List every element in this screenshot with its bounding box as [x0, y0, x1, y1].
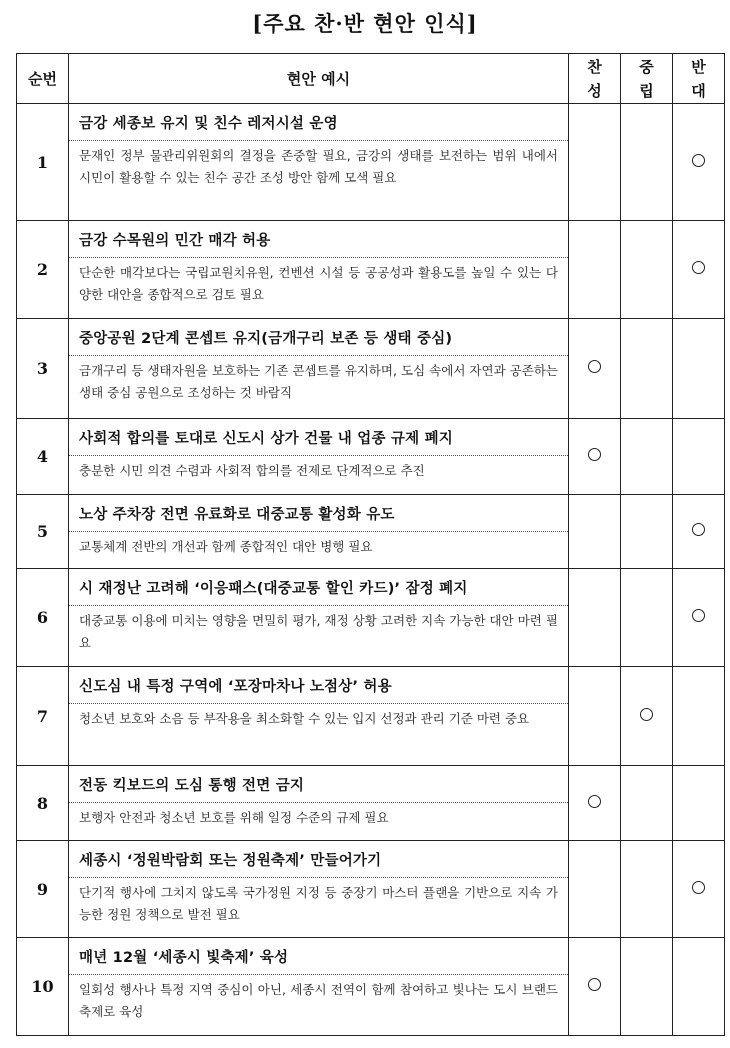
vote-neutral-cell — [621, 569, 673, 667]
table-row — [17, 841, 725, 938]
table-row — [17, 104, 725, 221]
vote-neutral-cell — [621, 319, 673, 419]
issue-cell — [69, 766, 569, 841]
vote-oppose-cell — [673, 766, 725, 841]
header-agree — [569, 54, 621, 104]
table-row — [17, 766, 725, 841]
circle-mark-icon — [692, 609, 705, 622]
table-row — [17, 319, 725, 419]
table-row — [17, 667, 725, 766]
issue-title: 사회적 합의를 토대로 신도시 상가 건물 내 업종 규제 폐지 — [69, 419, 568, 456]
issue-title: 노상 주차장 전면 유료화로 대중교통 활성화 유도 — [69, 495, 568, 532]
issue-description: 충분한 시민 의견 수렴과 사회적 합의를 전제로 단계적으로 추진 — [79, 463, 425, 478]
vote-neutral-cell — [621, 104, 673, 221]
document-title: [주요 찬·반 현안 인식] — [252, 11, 478, 36]
issue-cell — [69, 667, 569, 766]
vote-oppose-cell — [673, 938, 725, 1036]
issue-title: 전동 킥보드의 도심 통행 전면 금지 — [69, 766, 568, 803]
vote-agree-cell — [569, 221, 621, 319]
issue-description: 교통체계 전반의 개선과 함께 종합적인 대안 병행 필요 — [79, 539, 373, 554]
issue-cell — [69, 104, 569, 221]
circle-mark-icon — [588, 978, 601, 991]
vote-oppose-cell — [673, 319, 725, 419]
circle-mark-icon — [588, 795, 601, 808]
row-number: 10 — [17, 938, 69, 1036]
vote-oppose-cell — [673, 104, 725, 221]
issue-cell — [69, 319, 569, 419]
vote-agree-cell — [569, 938, 621, 1036]
vote-agree-cell — [569, 495, 621, 569]
table-row — [17, 569, 725, 667]
issue-description: 단기적 행사에 그치지 않도록 국가정원 지정 등 중장기 마스터 플랜을 기반으로 지속 가능한 정원 정책으로 발전 필요 — [79, 885, 558, 922]
header-oppose — [673, 54, 725, 104]
issue-cell — [69, 938, 569, 1036]
vote-neutral-cell — [621, 419, 673, 495]
row-number: 5 — [17, 495, 69, 569]
circle-mark-icon — [588, 360, 601, 373]
issue-cell — [69, 495, 569, 569]
issue-description: 금개구리 등 생태자원을 보호하는 기존 콘셉트를 유지하며, 도심 속에서 자연과 공존하는 생태 중심 공원으로 조성하는 것 바람직 — [79, 363, 558, 400]
vote-oppose-cell — [673, 667, 725, 766]
row-number: 4 — [17, 419, 69, 495]
issue-cell — [69, 569, 569, 667]
issue-cell — [69, 841, 569, 938]
circle-mark-icon — [692, 261, 705, 274]
vote-neutral-cell — [621, 495, 673, 569]
header-neutral — [621, 54, 673, 104]
vote-agree-cell — [569, 319, 621, 419]
row-number: 2 — [17, 221, 69, 319]
vote-neutral-cell — [621, 766, 673, 841]
issue-description: 청소년 보호와 소음 등 부작용을 최소화할 수 있는 입지 선정과 관리 기준 마련 중요 — [79, 711, 530, 726]
vote-oppose-cell — [673, 495, 725, 569]
row-number: 6 — [17, 569, 69, 667]
header-oppose-line1: 반 — [691, 57, 706, 76]
table-row — [17, 419, 725, 495]
issue-description: 일회성 행사나 특정 지역 중심이 아닌, 세종시 전역이 함께 참여하고 빛나는 도시 브랜드 축제로 육성 — [79, 982, 558, 1019]
issue-description: 단순한 매각보다는 국립교원치유원, 컨벤션 시설 등 공공성과 활용도를 높일 수 있는 다양한 대안을 종합적으로 검토 필요 — [79, 265, 558, 302]
issue-description: 문재인 정부 물관리위원회의 결정을 존중할 필요, 금강의 생태를 보전하는 범위 내에서 시민이 활용할 수 있는 친수 공간 조성 방안 함께 모색 필요 — [79, 148, 558, 185]
circle-mark-icon — [692, 154, 705, 167]
issue-description: 보행자 안전과 청소년 보호를 위해 일정 수준의 규제 필요 — [79, 810, 389, 825]
vote-neutral-cell — [621, 938, 673, 1036]
table-header-row — [17, 54, 725, 104]
issue-title: 금강 세종보 유지 및 친수 레저시설 운영 — [69, 104, 568, 141]
vote-agree-cell — [569, 766, 621, 841]
vote-agree-cell — [569, 419, 621, 495]
vote-agree-cell — [569, 569, 621, 667]
vote-agree-cell — [569, 667, 621, 766]
issues-table — [16, 53, 725, 1036]
issue-title: 금강 수목원의 민간 매각 허용 — [69, 221, 568, 258]
row-number: 8 — [17, 766, 69, 841]
vote-neutral-cell — [621, 667, 673, 766]
vote-oppose-cell — [673, 841, 725, 938]
issue-title: 신도심 내 특정 구역에 ‘포장마차나 노점상’ 허용 — [69, 667, 568, 704]
row-number: 1 — [17, 104, 69, 221]
issue-cell — [69, 221, 569, 319]
issue-cell — [69, 419, 569, 495]
header-neutral-line2: 립 — [639, 81, 654, 100]
table-row — [17, 221, 725, 319]
circle-mark-icon — [692, 523, 705, 536]
vote-oppose-cell — [673, 221, 725, 319]
vote-agree-cell — [569, 841, 621, 938]
circle-mark-icon — [692, 881, 705, 894]
vote-neutral-cell — [621, 841, 673, 938]
header-num: 순번 — [17, 54, 69, 104]
issue-title: 매년 12월 ‘세종시 빛축제’ 육성 — [69, 938, 568, 975]
header-issue: 현안 예시 — [69, 54, 569, 104]
issue-title: 세종시 ‘정원박람회 또는 정원축제’ 만들어가기 — [69, 841, 568, 878]
issue-title: 중앙공원 2단계 콘셉트 유지(금개구리 보존 등 생태 중심) — [69, 319, 568, 356]
circle-mark-icon — [640, 708, 653, 721]
header-oppose-line2: 대 — [691, 81, 706, 100]
table-row — [17, 495, 725, 569]
vote-neutral-cell — [621, 221, 673, 319]
header-neutral-line1: 중 — [639, 57, 654, 76]
header-agree-line1: 찬 — [587, 57, 602, 76]
vote-oppose-cell — [673, 569, 725, 667]
issue-title: 시 재정난 고려해 ‘이응패스(대중교통 할인 카드)’ 잠정 폐지 — [69, 569, 568, 606]
circle-mark-icon — [588, 448, 601, 461]
header-agree-line2: 성 — [587, 81, 602, 100]
vote-agree-cell — [569, 104, 621, 221]
vote-oppose-cell — [673, 419, 725, 495]
row-number: 9 — [17, 841, 69, 938]
row-number: 3 — [17, 319, 69, 419]
row-number: 7 — [17, 667, 69, 766]
table-row — [17, 938, 725, 1036]
issue-description: 대중교통 이용에 미치는 영향을 면밀히 평가, 재정 상황 고려한 지속 가능한 대안 마련 필요 — [79, 613, 558, 650]
